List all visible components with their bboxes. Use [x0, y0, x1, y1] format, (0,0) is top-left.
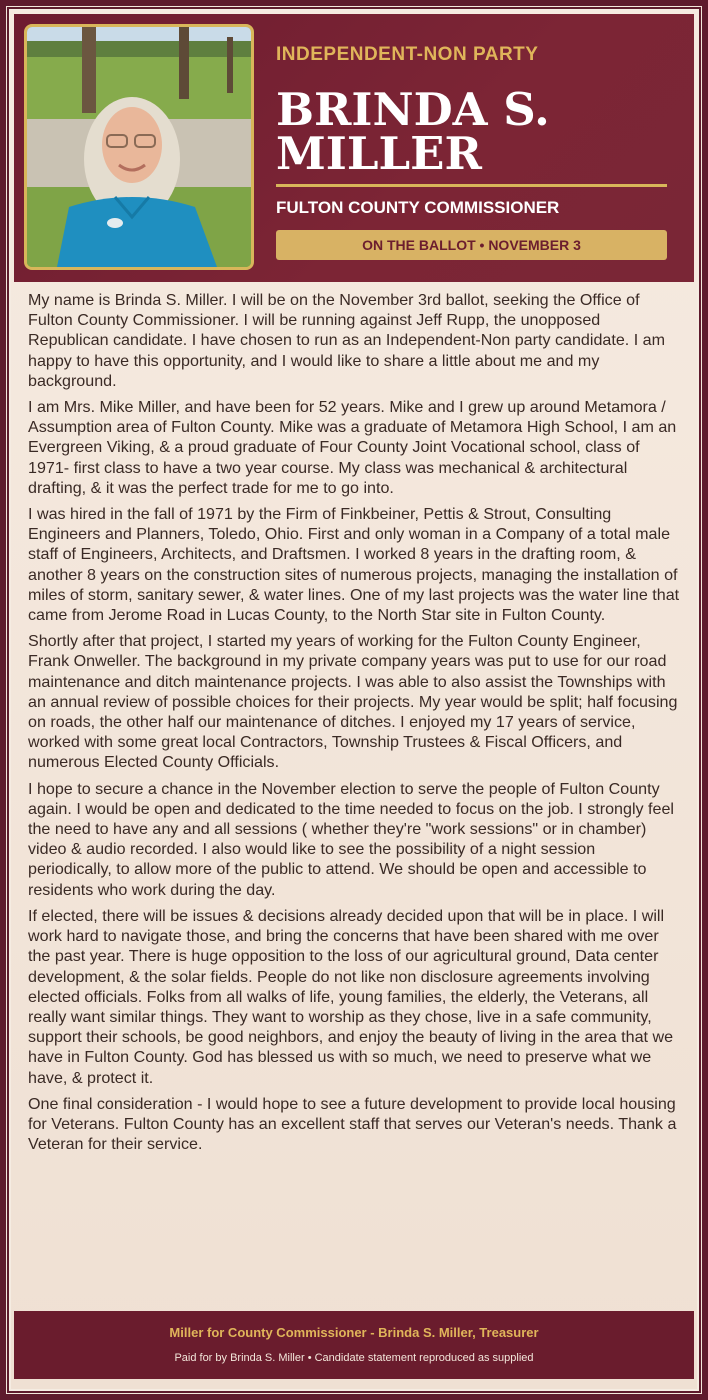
- candidate-name-line1: BRINDA S.: [276, 83, 550, 136]
- divider: [276, 184, 667, 187]
- candidate-statement: [28, 290, 683, 1160]
- ballot-date-badge: ON THE BALLOT • NOVEMBER 3: [276, 230, 667, 260]
- paid-for-disclaimer: Paid for by Brinda S. Miller • Candidate statement reproduced as supplied: [174, 1352, 534, 1364]
- candidate-name-line2: MILLER: [276, 127, 482, 180]
- party-label: INDEPENDENT-NON PARTY: [276, 44, 539, 65]
- footer-banner: [14, 1311, 694, 1379]
- committee-line: Miller for County Commissioner - Brinda S. Miller, Treasurer: [169, 1325, 539, 1340]
- statement-paragraph: One final consideration - I would hope to see a future development to provide local housing for Veterans. Fulton County has an excellent staff that serves our Veteran's needs. Thank a Veteran for their service.: [28, 1094, 677, 1154]
- statement-paragraph: I was hired in the fall of 1971 by the Firm of Finkbeiner, Pettis & Strout, Consulting Engineers and Planners, Toledo, Ohio. First and only woman in a Company of a total male staff of Engineers, Architects, and Draftsmen. I worked 8 years in the drafting room, & another 8 years on the construction sites of numerous projects, managing the installation of miles of storm, sanitary sewer, & water lines. One of my last projects was the water line that came from Jerome Road in Lucas County, to the North Star site in Fulton County.: [28, 505, 680, 625]
- candidate-name: [276, 83, 676, 180]
- office-title: FULTON COUNTY COMMISSIONER: [276, 198, 560, 217]
- statement-paragraph: I am Mrs. Mike Miller, and have been for 52 years. Mike and I grew up around Metamora / Assumption area of Fulton County. Mike was a graduate of Metamora High School, I am an Evergreen Viking, & a proud graduate of Four County Joint Vocational school, class of 1971- first class to have a two year course. My class was mechanical & architectural drafting, & it was the perfect trade for me to go into.: [28, 398, 677, 497]
- statement-paragraph: I hope to secure a chance in the November election to serve the people of Fulton County again. I would be open and dedicated to the time needed to focus on the job. I strongly feel the need to have any and all sessions ( whether they're "work sessions" or in chamber) video & audio recorded. I also would like to see the possibility of a night session periodically, to allow more of the public to attend. We should be open and accessible to residents who work during the day.: [28, 779, 674, 899]
- candidate-photo: [24, 24, 254, 270]
- statement-paragraph: Shortly after that project, I started my years of working for the Fulton County Engineer, Frank Onweller. The background in my private company years was put to use for our road maintenance and ditch maintenance projects. I was able to also assist the Townships with an annual review of possible choices for their projects. My year would be split; half focusing on roads, the other half our maintenance of ditches. I enjoyed my 17 years of service, worked with some great local Contractors, Township Trustees & Fiscal Officers, and numerous Elected County Officials.: [28, 632, 678, 772]
- statement-paragraph: If elected, there will be issues & decisions already decided upon that will be in place. I will work hard to navigate those, and bring the concerns that have been shared with me over the past year. There is huge opposition to the loss of our agricultural ground, Data center development, & the solar fields. People do not like non disclosure agreements involving elected officials. Folks from all walks of life, young families, the elderly, the Veterans, all really want similar things. They want to worship as they chose, live in a safe community, support their schools, be good neighbors, and enjoy the beauty of living in the area that we have in Fulton County. God has blessed us with so much, we need to preserve what we have, & protect it.: [28, 906, 674, 1087]
- statement-paragraph: My name is Brinda S. Miller. I will be on the November 3rd ballot, seeking the Office of Fulton County Commissioner. I will be running against Jeff Rupp, the unopposed Republican candidate. I have chosen to run as an Independent-Non party candidate. I am happy to have this opportunity, and I would like to share a little about me and my background.: [28, 291, 666, 390]
